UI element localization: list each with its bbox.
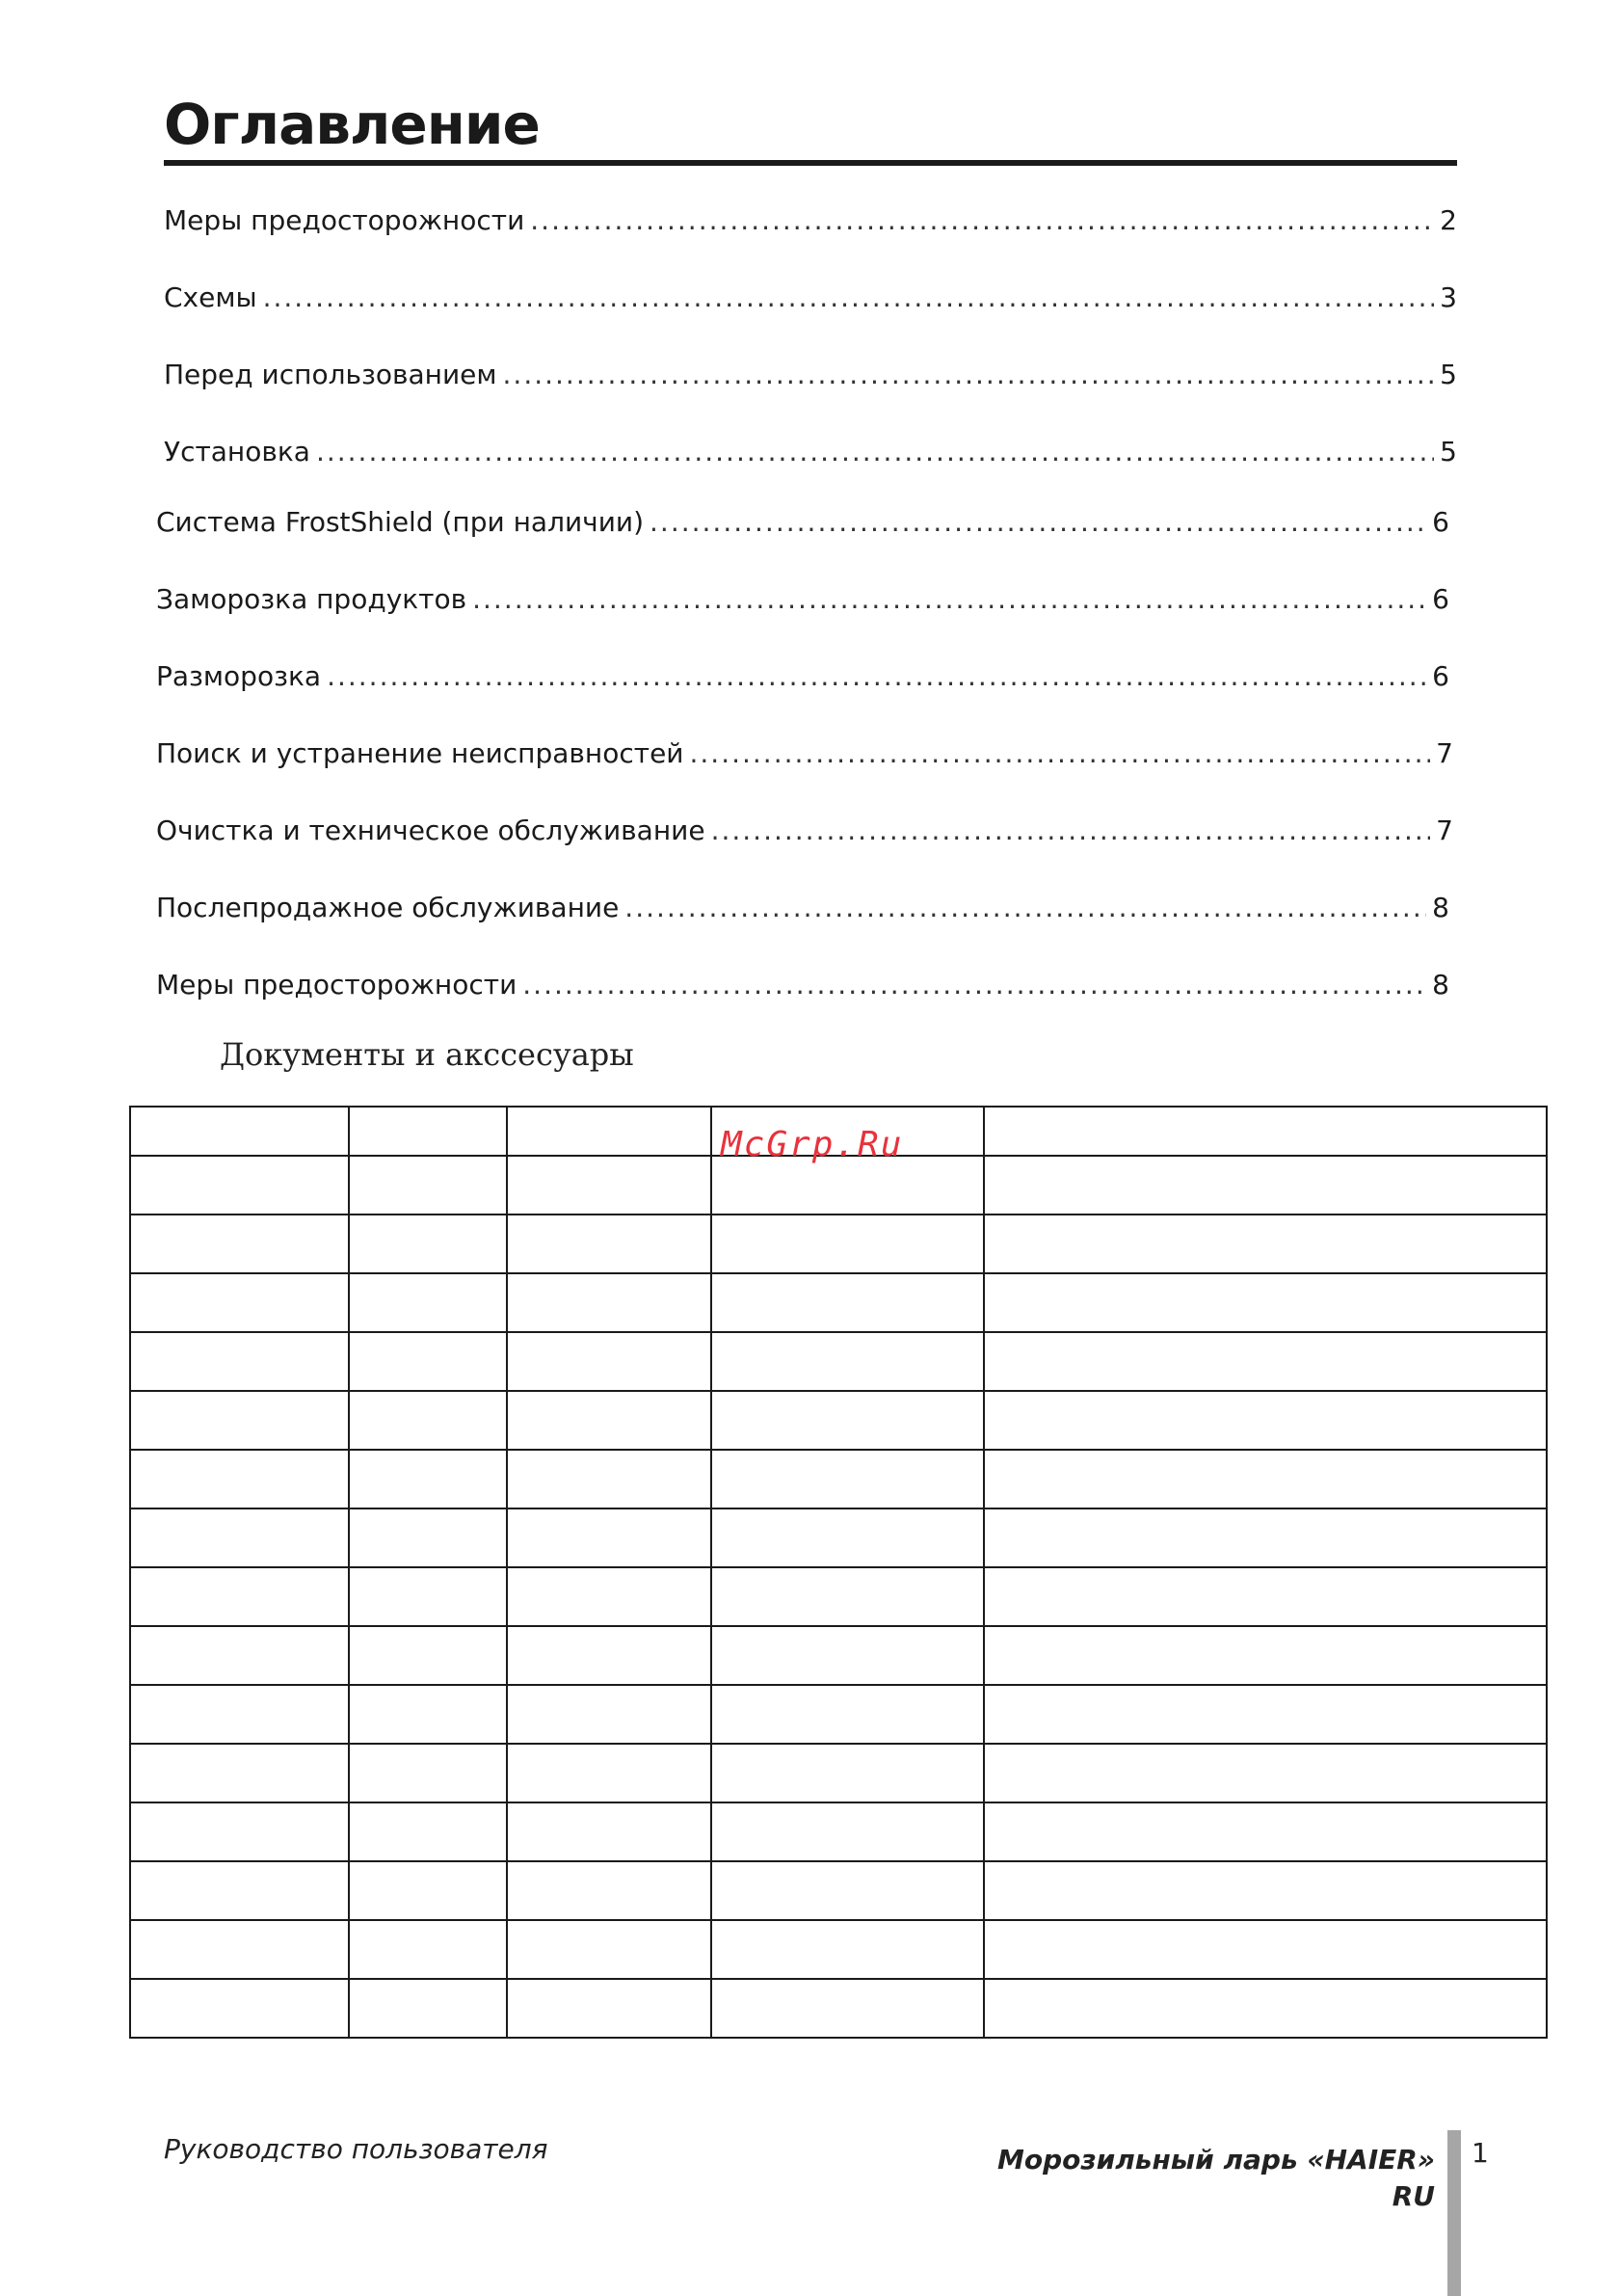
- table-cell: [711, 1391, 984, 1450]
- table-cell: [349, 1508, 507, 1567]
- table-cell: [507, 1626, 711, 1685]
- table-cell: [711, 1215, 984, 1273]
- page-title: Оглавление: [164, 92, 540, 157]
- table-row: [130, 1861, 1547, 1920]
- table-cell: [984, 1920, 1547, 1979]
- toc-leader-dots: [327, 657, 1426, 696]
- table-cell: [130, 1215, 349, 1273]
- table-cell: [711, 1920, 984, 1979]
- toc-entry[interactable]: [164, 279, 1457, 317]
- table-cell: [507, 1156, 711, 1215]
- toc-leader-dots: [711, 812, 1431, 850]
- table-cell: [711, 1567, 984, 1626]
- table-cell: [130, 1391, 349, 1450]
- table-row: [130, 1744, 1547, 1802]
- table-cell: [507, 1920, 711, 1979]
- table-cell: [711, 1273, 984, 1332]
- table-cell: [349, 1979, 507, 2038]
- toc-leader-dots: [472, 580, 1426, 619]
- table-cell: [984, 1156, 1547, 1215]
- toc-label: Перед использованием: [164, 359, 497, 390]
- table-cell: [130, 1450, 349, 1508]
- table-cell: [130, 1920, 349, 1979]
- table-cell: [349, 1391, 507, 1450]
- footer-divider-bar: [1447, 2130, 1461, 2296]
- table-cell: [130, 1861, 349, 1920]
- footer-product-line: Морозильный ларь «HAIER»: [996, 2144, 1435, 2176]
- toc-leader-dots: [624, 889, 1426, 927]
- table-cell: [984, 1685, 1547, 1744]
- table-cell: [507, 1450, 711, 1508]
- table-row: [130, 1156, 1547, 1215]
- accessories-heading: Документы и акссесуары: [220, 1036, 634, 1073]
- table-cell: [130, 1567, 349, 1626]
- toc-leader-dots: [530, 201, 1434, 240]
- toc-leader-dots: [690, 734, 1431, 773]
- table-cell: [349, 1802, 507, 1861]
- table-cell: [130, 1273, 349, 1332]
- table-cell: [711, 1744, 984, 1802]
- table-cell: [507, 1979, 711, 2038]
- toc-leader-dots: [522, 966, 1426, 1004]
- table-cell: [711, 1156, 984, 1215]
- table-cell: [984, 1979, 1547, 2038]
- table-cell: [349, 1107, 507, 1156]
- table-cell: [507, 1273, 711, 1332]
- toc-entry[interactable]: [164, 356, 1457, 394]
- footer-product-name: [997, 2142, 1435, 2215]
- toc-page-number: 7: [1436, 737, 1453, 769]
- toc-page-number: 7: [1436, 814, 1453, 846]
- table-cell: [130, 1332, 349, 1391]
- page-number: 1: [1472, 2137, 1489, 2169]
- table-cell: [349, 1685, 507, 1744]
- toc-entry[interactable]: [156, 734, 1453, 773]
- toc-label: Поиск и устранение неисправностей: [156, 737, 684, 769]
- footer-language-code: RU: [1392, 2180, 1435, 2212]
- table-cell: [507, 1802, 711, 1861]
- table-row: [130, 1273, 1547, 1332]
- table-cell: [130, 1685, 349, 1744]
- table-row: [130, 1567, 1547, 1626]
- toc-entry[interactable]: [156, 966, 1449, 1004]
- table-cell: [130, 1802, 349, 1861]
- table-cell: [984, 1332, 1547, 1391]
- table-cell: [130, 1508, 349, 1567]
- table-cell: [711, 1979, 984, 2038]
- toc-entry[interactable]: [156, 657, 1449, 696]
- toc-label: Установка: [164, 436, 310, 467]
- table-cell: [984, 1273, 1547, 1332]
- table-cell: [711, 1685, 984, 1744]
- toc-page-number: 6: [1432, 583, 1449, 615]
- toc-page-number: 3: [1440, 281, 1457, 313]
- table-row: [130, 1802, 1547, 1861]
- table-cell: [130, 1156, 349, 1215]
- table-cell: [507, 1567, 711, 1626]
- toc-leader-dots: [316, 433, 1434, 471]
- toc-page-number: 2: [1440, 204, 1457, 236]
- table-row: [130, 1332, 1547, 1391]
- table-row: [130, 1626, 1547, 1685]
- table-cell: [711, 1626, 984, 1685]
- table-cell: [984, 1861, 1547, 1920]
- table-cell: [507, 1508, 711, 1567]
- table-cell: [507, 1215, 711, 1273]
- toc-label: Разморозка: [156, 660, 322, 692]
- table-row: [130, 1450, 1547, 1508]
- toc-entry[interactable]: [156, 503, 1449, 542]
- table-cell: [984, 1744, 1547, 1802]
- toc-label: Меры предосторожности: [156, 969, 517, 1001]
- toc-leader-dots: [263, 279, 1435, 317]
- table-cell: [349, 1332, 507, 1391]
- table-cell: [711, 1332, 984, 1391]
- table-cell: [711, 1508, 984, 1567]
- table-cell: [349, 1156, 507, 1215]
- table-cell: [349, 1920, 507, 1979]
- table-cell: [984, 1391, 1547, 1450]
- table-cell: [130, 1107, 349, 1156]
- table-cell: [349, 1215, 507, 1273]
- toc-page-number: 8: [1432, 892, 1449, 923]
- table-cell: [507, 1744, 711, 1802]
- table-cell: [507, 1391, 711, 1450]
- toc-page-number: 8: [1432, 969, 1449, 1001]
- table-cell: [711, 1861, 984, 1920]
- table-cell: [349, 1273, 507, 1332]
- footer-document-type: Руководство пользователя: [164, 2133, 548, 2165]
- accessories-table: [129, 1106, 1548, 2039]
- table-cell: [711, 1802, 984, 1861]
- table-row: [130, 1920, 1547, 1979]
- toc-label: Заморозка продуктов: [156, 583, 467, 615]
- toc-label: Послепродажное обслуживание: [156, 892, 620, 923]
- toc-entry[interactable]: [164, 433, 1457, 471]
- table-cell: [349, 1450, 507, 1508]
- toc-entry[interactable]: [156, 889, 1449, 927]
- table-cell: [130, 1626, 349, 1685]
- toc-page-number: 5: [1440, 359, 1457, 390]
- table-cell: [349, 1744, 507, 1802]
- table-row: [130, 1391, 1547, 1450]
- table-cell: [711, 1450, 984, 1508]
- table-cell: [349, 1861, 507, 1920]
- table-cell: [984, 1107, 1547, 1156]
- table-cell: [130, 1979, 349, 2038]
- table-cell: [507, 1332, 711, 1391]
- toc-page-number: 6: [1432, 660, 1449, 692]
- toc-label: Система FrostShield (при наличии): [156, 506, 645, 538]
- table-row: [130, 1979, 1547, 2038]
- toc-entry[interactable]: [156, 580, 1449, 619]
- table-cell: [984, 1508, 1547, 1567]
- toc-page-number: 5: [1440, 436, 1457, 467]
- table-cell: [984, 1215, 1547, 1273]
- table-cell: [984, 1567, 1547, 1626]
- table-cell: [349, 1567, 507, 1626]
- table-row: [130, 1508, 1547, 1567]
- table-cell: [984, 1802, 1547, 1861]
- toc-entry[interactable]: [164, 201, 1457, 240]
- table-cell: [349, 1626, 507, 1685]
- toc-page-number: 6: [1432, 506, 1449, 538]
- table-cell: [984, 1626, 1547, 1685]
- table-row: [130, 1215, 1547, 1273]
- toc-leader-dots: [650, 503, 1426, 542]
- watermark: McGrp.Ru: [721, 1125, 904, 1164]
- table-cell: [507, 1107, 711, 1156]
- table-cell: [130, 1744, 349, 1802]
- toc-leader-dots: [503, 356, 1435, 394]
- title-underline: [164, 160, 1457, 166]
- table-cell: [507, 1685, 711, 1744]
- toc-entry[interactable]: [156, 812, 1453, 850]
- toc-label: Схемы: [164, 281, 257, 313]
- table-cell: [507, 1861, 711, 1920]
- table-cell: [984, 1450, 1547, 1508]
- toc-label: Меры предосторожности: [164, 204, 525, 236]
- table-row: [130, 1685, 1547, 1744]
- toc-label: Очистка и техническое обслуживание: [156, 814, 705, 846]
